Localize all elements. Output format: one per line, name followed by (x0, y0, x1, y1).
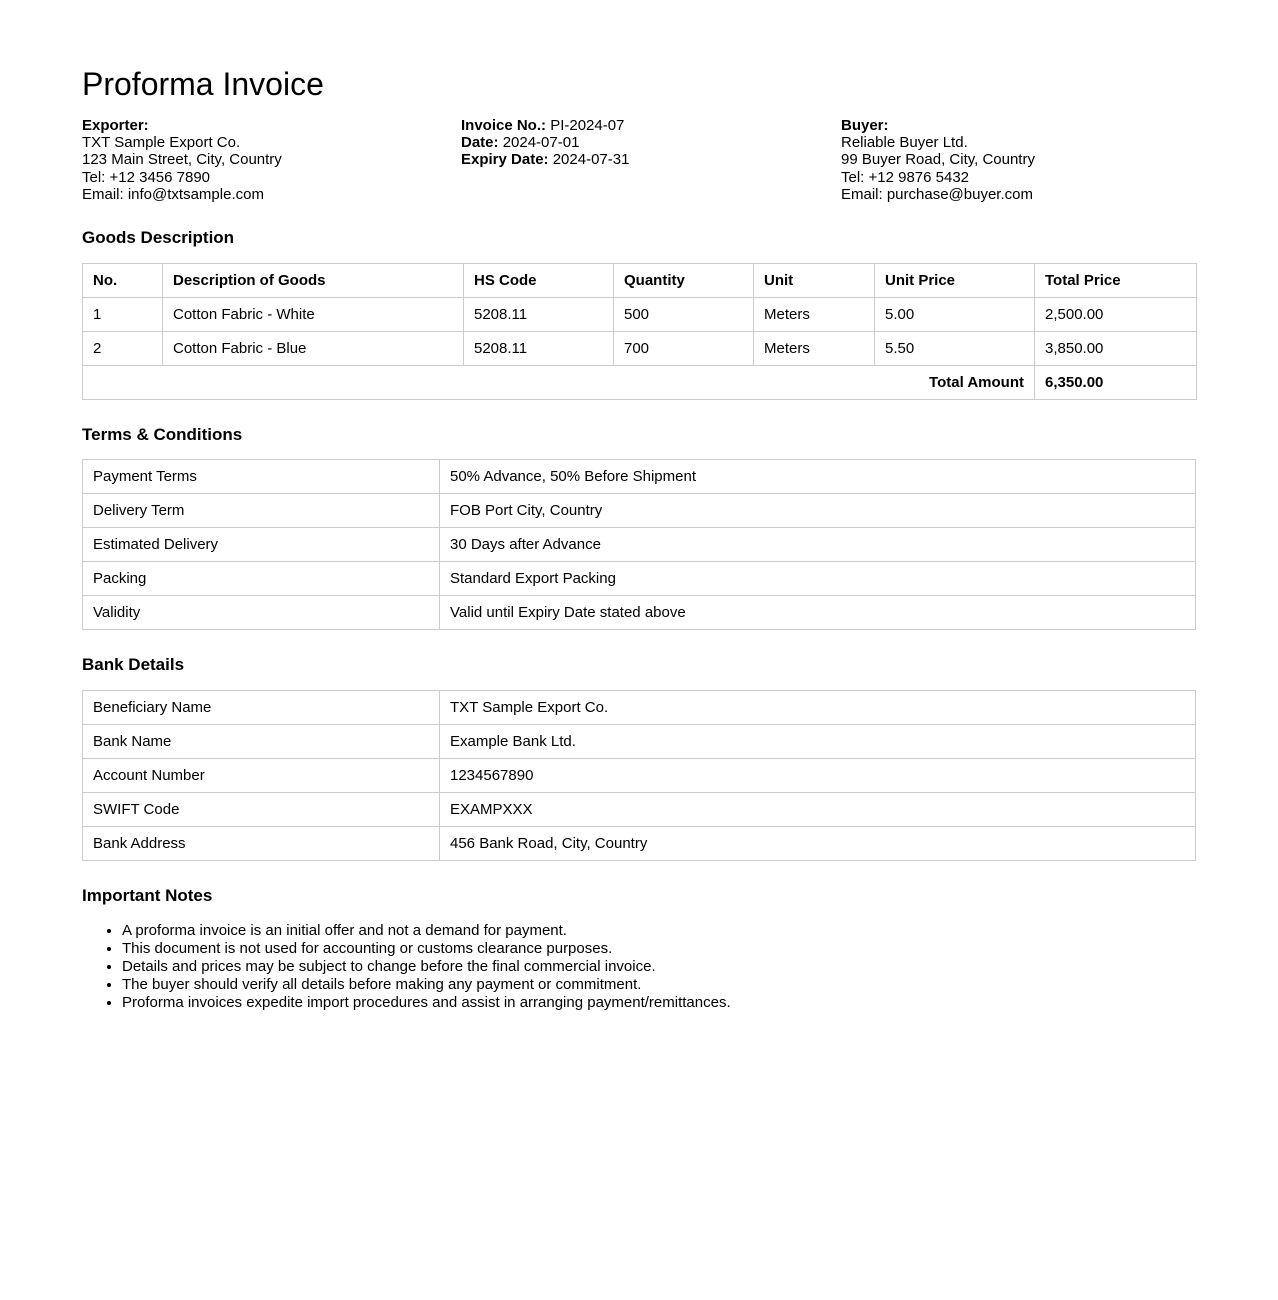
bank-row-label: Beneficiary Name (83, 690, 440, 724)
list-item: • A proforma invoice is an initial offer and not a demand for payment. (122, 922, 1196, 940)
buyer-block (841, 117, 1196, 203)
exporter-block (82, 117, 461, 203)
bank-row-value: Example Bank Ltd. (440, 724, 1196, 758)
goods-table (82, 263, 1197, 400)
goods-row-hs-code: 5208.11 (464, 331, 614, 365)
notes-section-title: Important Notes (82, 885, 213, 905)
bank-row-label: Bank Name (83, 724, 440, 758)
goods-header-row (83, 263, 1197, 297)
invoice-expiry-line (461, 151, 841, 168)
buyer-label: Buyer: (841, 116, 889, 134)
goods-header-total-price: Total Price (1035, 263, 1197, 297)
goods-row-no: 2 (83, 331, 163, 365)
goods-row-unit: Meters (754, 331, 875, 365)
terms-row-value: Valid until Expiry Date stated above (440, 596, 1196, 630)
table-row (83, 758, 1196, 792)
bank-row-label: SWIFT Code (83, 792, 440, 826)
invoice-no-line (461, 117, 841, 134)
goods-row-no: 1 (83, 297, 163, 331)
goods-header-hs-code: HS Code (464, 263, 614, 297)
buyer-address: 99 Buyer Road, City, Country (841, 151, 1035, 169)
terms-row-value: Standard Export Packing (440, 562, 1196, 596)
terms-row-value: 30 Days after Advance (440, 528, 1196, 562)
exporter-company: TXT Sample Export Co. (82, 134, 241, 152)
terms-row-label: Delivery Term (83, 494, 440, 528)
goods-row-quantity: 700 (614, 331, 754, 365)
table-row (83, 690, 1196, 724)
bank-row-value: 456 Bank Road, City, Country (440, 826, 1196, 860)
table-row (83, 297, 1197, 331)
table-row (83, 494, 1196, 528)
buyer-company: Reliable Buyer Ltd. (841, 134, 968, 152)
exporter-email: Email: info@txtsample.com (82, 185, 264, 203)
goods-row-hs-code: 5208.11 (464, 297, 614, 331)
buyer-email: Email: purchase@buyer.com (841, 185, 1033, 203)
table-row (83, 792, 1196, 826)
terms-row-label: Payment Terms (83, 460, 440, 494)
goods-row-total-price: 3,850.00 (1035, 331, 1197, 365)
goods-total-row (83, 365, 1197, 399)
invoice-no-value: PI-2024-07 (550, 116, 625, 134)
table-row (83, 331, 1197, 365)
goods-header-no: No. (83, 263, 163, 297)
table-row (83, 724, 1196, 758)
goods-row-unit-price: 5.50 (875, 331, 1035, 365)
invoice-date-label: Date: (461, 134, 499, 152)
goods-row-quantity: 500 (614, 297, 754, 331)
invoice-date-line (461, 134, 841, 151)
table-row (83, 596, 1196, 630)
list-item: • This document is not used for accounting or customs clearance purposes. (122, 940, 1196, 958)
terms-row-label: Packing (83, 562, 440, 596)
terms-row-value: 50% Advance, 50% Before Shipment (440, 460, 1196, 494)
invoice-expiry-value: 2024-07-31 (552, 151, 630, 169)
goods-row-unit-price: 5.00 (875, 297, 1035, 331)
bank-row-label: Bank Address (83, 826, 440, 860)
goods-row-total-price: 2,500.00 (1035, 297, 1197, 331)
bank-row-value: EXAMPXXX (440, 792, 1196, 826)
table-row (83, 528, 1196, 562)
terms-row-label: Validity (83, 596, 440, 630)
goods-section-title: Goods Description (82, 228, 235, 248)
bank-row-label: Account Number (83, 758, 440, 792)
goods-total-value: 6,350.00 (1035, 365, 1197, 399)
bank-section-title: Bank Details (82, 655, 185, 675)
list-item: • The buyer should verify all details before making any payment or commitment. (122, 976, 1196, 994)
terms-row-label: Estimated Delivery (83, 528, 440, 562)
bank-row-value: 1234567890 (440, 758, 1196, 792)
exporter-tel: Tel: +12 3456 7890 (82, 168, 211, 186)
terms-section-title: Terms & Conditions (82, 424, 243, 444)
goods-header-unit-price: Unit Price (875, 263, 1035, 297)
table-row (83, 826, 1196, 860)
goods-row-description: Cotton Fabric - Blue (163, 331, 464, 365)
goods-total-label: Total Amount (83, 365, 1035, 399)
invoice-no-label: Invoice No.: (461, 116, 547, 134)
buyer-tel: Tel: +12 9876 5432 (841, 168, 970, 186)
goods-header-description: Description of Goods (163, 263, 464, 297)
important-notes-list (82, 922, 1196, 1012)
invoice-date-value: 2024-07-01 (502, 134, 580, 152)
goods-row-unit: Meters (754, 297, 875, 331)
bank-row-value: TXT Sample Export Co. (440, 690, 1196, 724)
list-item: • Details and prices may be subject to change before the final commercial invoice. (122, 958, 1196, 976)
terms-table (82, 459, 1196, 630)
list-item: • Proforma invoices expedite import procedures and assist in arranging payment/remittances. (122, 994, 1196, 1012)
invoice-meta-block (461, 117, 841, 169)
table-row (83, 460, 1196, 494)
terms-row-value: FOB Port City, Country (440, 494, 1196, 528)
exporter-label: Exporter: (82, 116, 149, 134)
goods-header-quantity: Quantity (614, 263, 754, 297)
invoice-header (82, 117, 1196, 203)
goods-row-description: Cotton Fabric - White (163, 297, 464, 331)
goods-header-unit: Unit (754, 263, 875, 297)
exporter-address: 123 Main Street, City, Country (82, 151, 282, 169)
bank-details-table (82, 690, 1196, 861)
invoice-expiry-label: Expiry Date: (461, 151, 549, 169)
table-row (83, 562, 1196, 596)
page-title: Proforma Invoice (82, 66, 324, 102)
